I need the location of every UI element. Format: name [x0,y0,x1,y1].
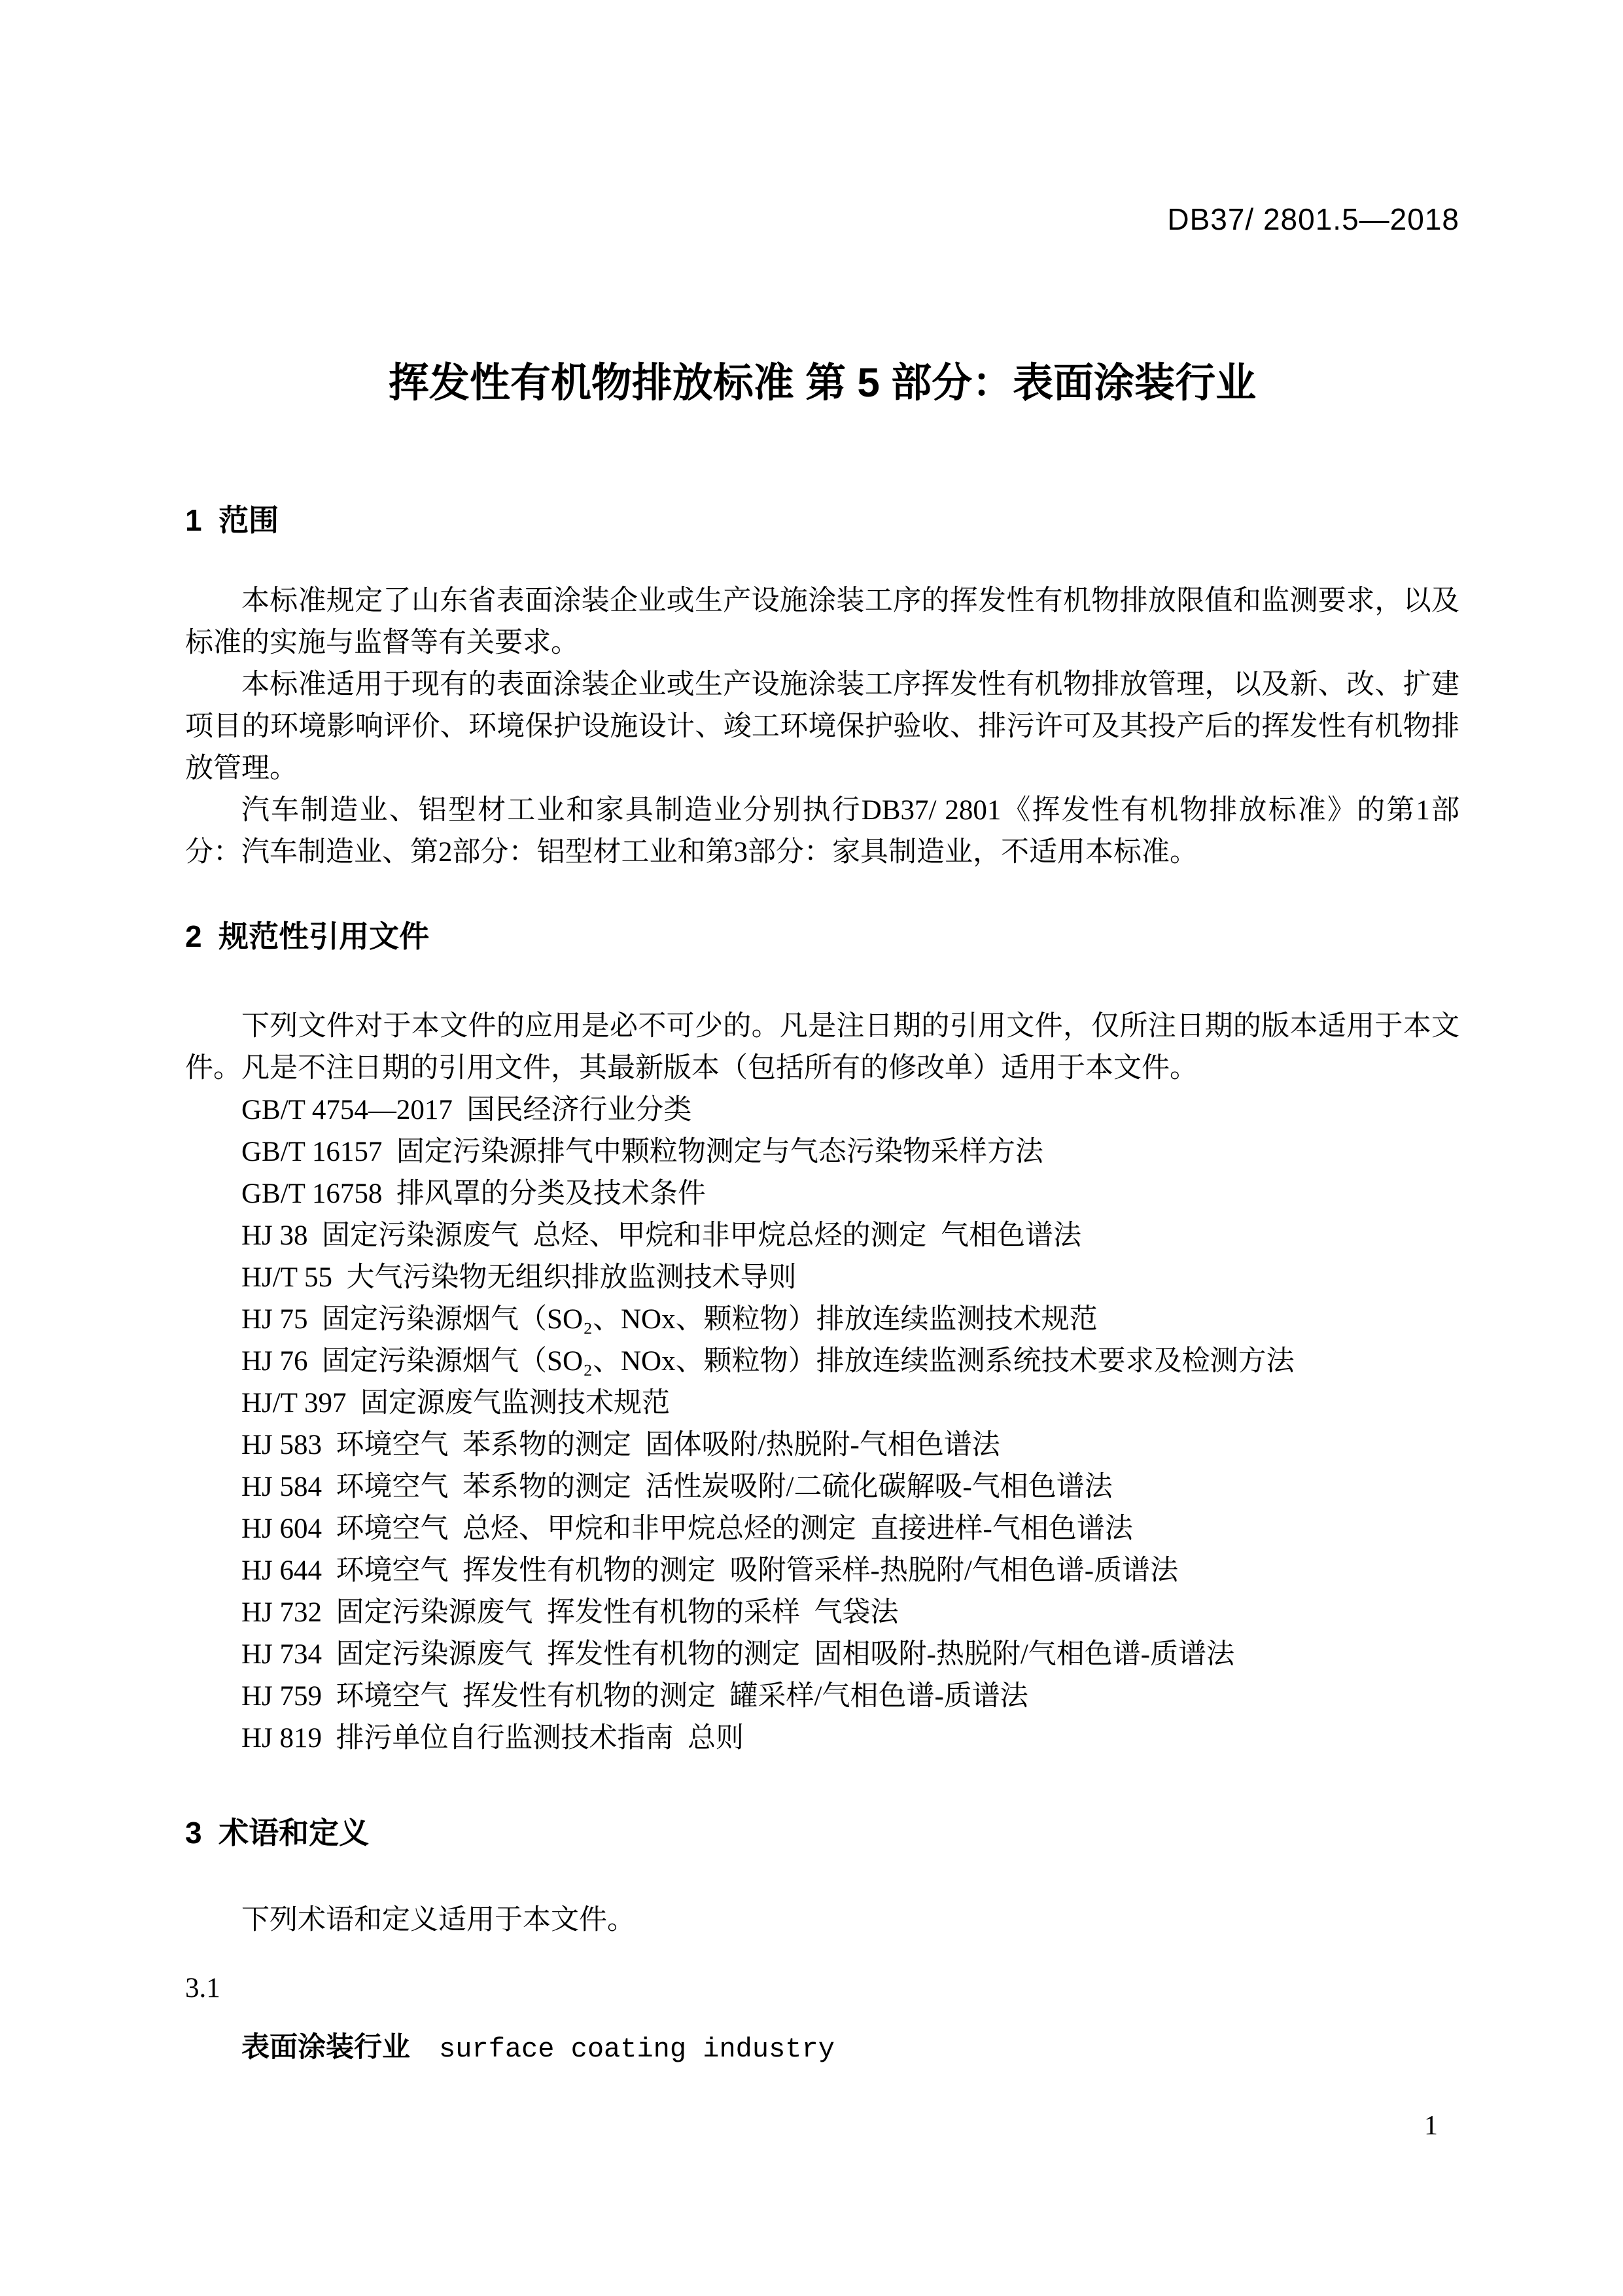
doc-number: DB37/ 2801.5—2018 [1167,202,1459,236]
section-3-heading: 3 术语和定义 [185,1816,370,1850]
paragraph: 本标准规定了山东省表面涂装企业或生产设施涂装工序的挥发性有机物排放限值和监测要求，以及标准的实施与监督等有关要求。 [185,586,1459,658]
reference-item: HJ 759 环境空气 挥发性有机物的测定 罐采样/气相色谱-质谱法 [241,1681,1028,1712]
reference-item: HJ 732 固定污染源废气 挥发性有机物的采样 气袋法 [241,1597,899,1628]
document-title: 挥发性有机物排放标准 第 5 部分：表面涂装行业 [388,361,1257,406]
term-english: surface coating industry [439,2034,835,2065]
reference-item: HJ 584 环境空气 苯系物的测定 活性炭吸附/二硫化碳解吸-气相色谱法 [241,1472,1113,1502]
reference-item: HJ/T 55 大气污染物无组织排放监测技术导则 [241,1262,797,1293]
reference-item: HJ 604 环境空气 总烃、甲烷和非甲烷总烃的测定 直接进样-气相色谱法 [241,1513,1133,1544]
reference-item: GB/T 4754—2017 国民经济行业分类 [241,1095,692,1125]
reference-item: HJ 38 固定污染源废气 总烃、甲烷和非甲烷总烃的测定 气相色谱法 [241,1220,1082,1251]
reference-list [185,1089,1459,1759]
term-definition [185,2026,1459,2070]
section-2-heading: 2 规范性引用文件 [185,919,430,953]
page-number: 1 [1424,2111,1438,2141]
reference-item: HJ 644 环境空气 挥发性有机物的测定 吸附管采样-热脱附/气相色谱-质谱法 [241,1555,1179,1586]
reference-item: HJ 583 环境空气 苯系物的测定 固体吸附/热脱附-气相色谱法 [241,1430,1000,1460]
section-1-heading: 1 范围 [185,503,279,537]
reference-item: HJ 75 固定污染源烟气（SO₂、NOx、颗粒物）排放连续监测技术规范 [241,1304,1098,1335]
reference-item: HJ/T 397 固定源废气监测技术规范 [241,1388,670,1419]
reference-item: HJ 76 固定污染源烟气（SO₂、NOx、颗粒物）排放连续监测系统技术要求及检测方法 [241,1346,1295,1377]
section-2-intro: 下列文件对于本文件的应用是必不可少的。凡是注日期的引用文件，仅所注日期的版本适用于本文件。凡是不注日期的引用文件，其最新版本（包括所有的修改单）适用于本文件。 [185,1011,1459,1084]
term-chinese: 表面涂装行业 [241,2032,410,2063]
reference-item: HJ 734 固定污染源废气 挥发性有机物的测定 固相吸附-热脱附/气相色谱-质谱法 [241,1639,1235,1670]
reference-item: HJ 819 排污单位自行监测技术指南 总则 [241,1723,744,1754]
section-1-body [185,580,1459,874]
paragraph: 汽车制造业、铝型材工业和家具制造业分别执行DB37/ 2801《挥发性有机物排放标准》的第1部分：汽车制造业、第2部分：铝型材工业和第3部分：家具制造业，不适用本标准。 [185,795,1459,868]
reference-item: GB/T 16758 排风罩的分类及技术条件 [241,1178,706,1209]
section-3-intro: 下列术语和定义适用于本文件。 [241,1905,635,1935]
reference-item: GB/T 16157 固定污染源排气中颗粒物测定与气态污染物采样方法 [241,1137,1043,1167]
paragraph: 本标准适用于现有的表面涂装企业或生产设施涂装工序挥发性有机物排放管理，以及新、改、扩建项目的环境影响评价、环境保护设施设计、竣工环境保护验收、排污许可及其投产后的挥发性有机物排放管理。 [185,669,1459,784]
term-number: 3.1 [185,1973,220,2004]
